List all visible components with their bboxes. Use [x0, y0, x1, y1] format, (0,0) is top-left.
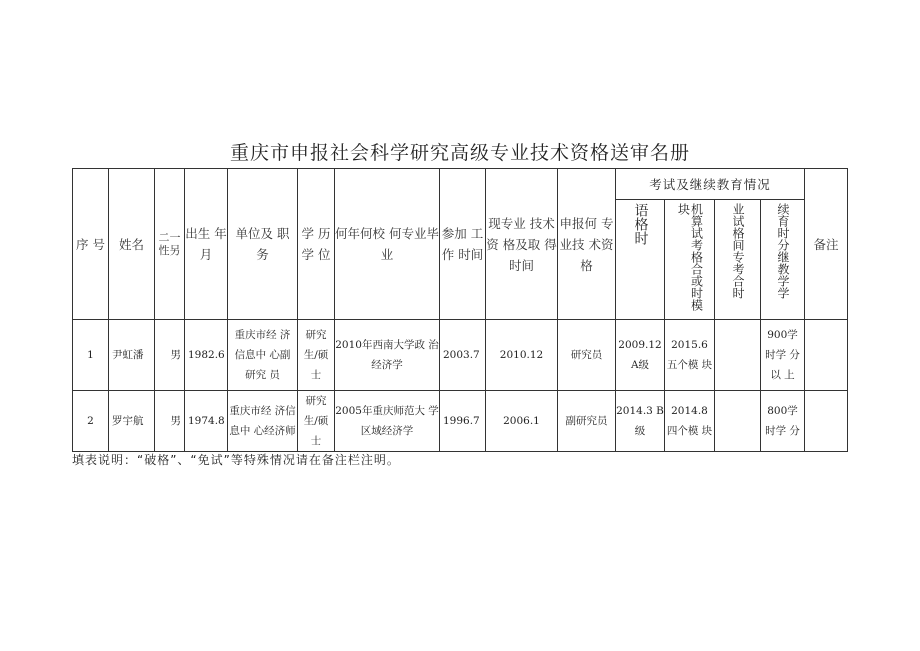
cell-work-start: 1996.7 — [440, 391, 486, 452]
header-gender: 二一 性另 — [155, 169, 185, 320]
header-row-1 — [73, 169, 848, 200]
header-school-major: 何年何校 何专业毕业 — [335, 169, 440, 320]
header-name: 姓名 — [109, 169, 155, 320]
header-current-qual: 现专业 技术资 格及取 得时间 — [486, 169, 558, 320]
cell-name: 罗宇航 — [109, 391, 155, 452]
cell-seq: 2 — [73, 391, 109, 452]
cell-exam-1: 2014.3 B级 — [616, 391, 665, 452]
header-birth: 出生 年月 — [185, 169, 228, 320]
cell-remark — [805, 320, 848, 391]
header-unit-title: 单位及 职 务 — [228, 169, 298, 320]
header-exam-col-2 — [665, 200, 715, 320]
cell-exam-4: 900学 时学 分 以 上 — [761, 320, 805, 391]
header-exam-col-1-text: 语格时 — [632, 203, 649, 245]
cell-exam-3 — [715, 320, 761, 391]
cell-apply-qual: 研究员 — [558, 320, 616, 391]
roster-table — [72, 168, 848, 452]
cell-exam-3 — [715, 391, 761, 452]
footnote: 填表说明：“破格”、“免试”等特殊情况请在备注栏注明。 — [72, 453, 400, 467]
cell-work-start: 2003.7 — [440, 320, 486, 391]
cell-gender: 男 — [155, 320, 185, 391]
cell-current-qual: 2006.1 — [486, 391, 558, 452]
cell-apply-qual: 副研究员 — [558, 391, 616, 452]
header-remark: 备注 — [805, 169, 848, 320]
header-education: 学 历 学 位 — [298, 169, 335, 320]
cell-current-qual: 2010.12 — [486, 320, 558, 391]
header-exam-col-4 — [761, 200, 805, 320]
cell-exam-2: 2014.8 四个模 块 — [665, 391, 715, 452]
table-row — [73, 320, 848, 391]
cell-birth: 1974.8 — [185, 391, 228, 452]
header-exam-col-3 — [715, 200, 761, 320]
cell-school-major: 2010年西南大学政 治经济学 — [335, 320, 440, 391]
cell-seq: 1 — [73, 320, 109, 391]
cell-school-major: 2005年重庆师范大 学区域经济学 — [335, 391, 440, 452]
cell-exam-4: 800学 时学 分 — [761, 391, 805, 452]
header-exam-col-2-text: 机算试考格合或时模块 — [676, 203, 704, 311]
cell-unit-title: 重庆市经 济信息中 心经济师 — [228, 391, 298, 452]
header-exam-group: 考试及继续教育情况 — [616, 169, 805, 200]
cell-unit-title: 重庆市经 济 信息中 心副 研究 员 — [228, 320, 298, 391]
cell-gender: 男 — [155, 391, 185, 452]
cell-education: 研究 生/硕 士 — [298, 391, 335, 452]
cell-birth: 1982.6 — [185, 320, 228, 391]
table-row — [73, 391, 848, 452]
header-apply-qual: 申报何 专业技 术资格 — [558, 169, 616, 320]
page-title: 重庆市申报社会科学研究高级专业技术资格送审名册 — [229, 142, 690, 164]
cell-remark — [805, 391, 848, 452]
header-exam-col-4-text: 续育时分继教学学 — [776, 203, 790, 299]
cell-exam-1: 2009.12 A级 — [616, 320, 665, 391]
header-seq: 序 号 — [73, 169, 109, 320]
header-work-start: 参加 工作 时间 — [440, 169, 486, 320]
header-exam-col-3-text: 业试格间专考合时 — [731, 203, 745, 299]
cell-exam-2: 2015.6 五个模 块 — [665, 320, 715, 391]
cell-name: 尹虹潘 — [109, 320, 155, 391]
cell-education: 研究 生/硕 士 — [298, 320, 335, 391]
header-exam-col-1 — [616, 200, 665, 320]
